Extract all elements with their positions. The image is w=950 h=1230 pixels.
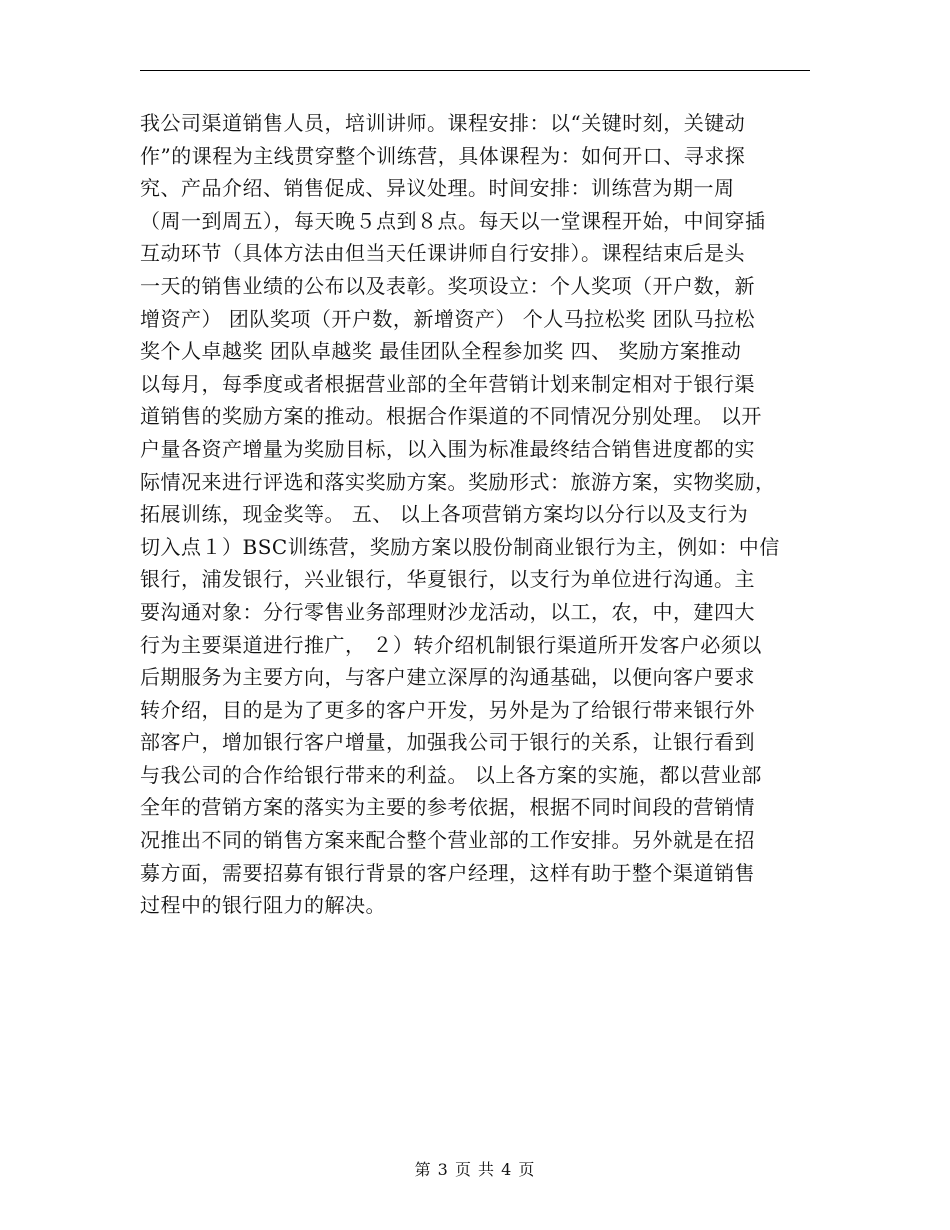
text-line: 银行，浦发银行，兴业银行，华夏银行，以支行为单位进行沟通。主	[140, 567, 755, 592]
document-body	[140, 107, 810, 922]
text-line: 切入点１）BSC训练营，奖励方案以股份制商业银行为主，例如：中信	[140, 534, 780, 559]
text-line: 际情况来进行评选和落实奖励方案。奖励形式：旅游方案，实物奖励，	[140, 469, 776, 494]
text-line: 要沟通对象：分行零售业务部理财沙龙活动，以工，农，中，建四大	[140, 599, 755, 624]
text-line: 行为主要渠道进行推广， ２）转介绍机制银行渠道所开发客户必须以	[140, 632, 762, 657]
text-line: 一天的销售业绩的公布以及表彰。奖项设立：个人奖项（开户数，新	[140, 273, 755, 298]
text-line: 转介绍，目的是为了更多的客户开发，另外是为了给银行带来银行外	[140, 697, 755, 722]
text-line: 增资产） 团队奖项（开户数，新增资产） 个人马拉松奖 团队马拉松	[140, 306, 756, 331]
text-line: 道销售的奖励方案的推动。根据合作渠道的不同情况分别处理。 以开	[140, 404, 762, 429]
text-line: 募方面，需要招募有银行背景的客户经理，这样有助于整个渠道销售	[140, 860, 755, 885]
text-line: 全年的营销方案的落实为主要的参考依据，根据不同时间段的营销情	[140, 795, 755, 820]
text-line: 后期服务为主要方向，与客户建立深厚的沟通基础，以便向客户要求	[140, 665, 755, 690]
header-rule	[140, 70, 810, 71]
text-line: 究、产品介绍、销售促成、异议处理。时间安排：训练营为期一周	[140, 176, 735, 201]
text-line: 我公司渠道销售人员，培训讲师。课程安排：以“关键时刻，关键动	[140, 111, 746, 135]
text-line: （周一到周五），每天晚５点到８点。每天以一堂课程开始，中间穿插	[140, 208, 766, 233]
text-line: 与我公司的合作给银行带来的利益。 以上各方案的实施，都以营业部	[140, 762, 762, 787]
text-line: 以每月，每季度或者根据营业部的全年营销计划来制定相对于银行渠	[140, 371, 755, 396]
page-footer: 第 3 页 共 4 页	[414, 1160, 536, 1179]
text-line: 况推出不同的销售方案来配合整个营业部的工作安排。另外就是在招	[140, 828, 755, 853]
text-line: 户量各资产增量为奖励目标，以入围为标准最终结合销售进度都的实	[140, 436, 755, 461]
text-line: 奖个人卓越奖 团队卓越奖 最佳团队全程参加奖 四、 奖励方案推动	[140, 339, 742, 364]
text-line: 互动环节（具体方法由但当天任课讲师自行安排）。课程结束后是头	[140, 241, 745, 266]
text-line: 过程中的银行阻力的解决。	[140, 893, 386, 918]
text-line: 作”的课程为主线贯穿整个训练营，具体课程为：如何开口、寻求探	[140, 143, 746, 168]
text-line: 拓展训练，现金奖等。 五、 以上各项营销方案均以分行以及支行为	[140, 502, 749, 527]
text-line: 部客户，增加银行客户增量，加强我公司于银行的关系，让银行看到	[140, 730, 755, 755]
